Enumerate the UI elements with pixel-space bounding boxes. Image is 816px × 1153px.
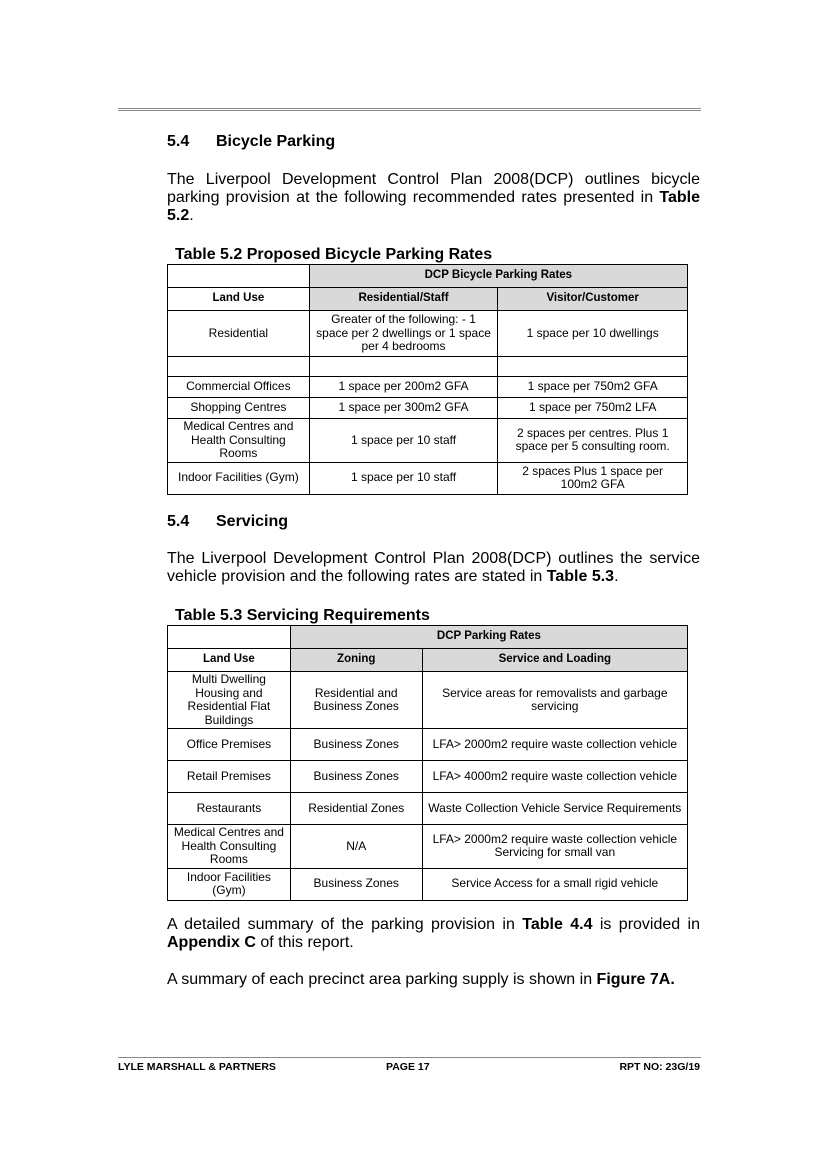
para-text: is provided in	[592, 916, 700, 933]
section-title: Bicycle Parking	[216, 133, 336, 150]
header-rule	[118, 108, 701, 111]
table-row	[168, 462, 688, 494]
para-text: of this report.	[255, 934, 354, 951]
cell-visitor: 1 space per 10 dwellings	[498, 311, 688, 357]
cell-resident: 1 space per 200m2 GFA	[309, 377, 498, 398]
cell-zoning: Business Zones	[290, 729, 422, 761]
cell-land-use: Medical Centres and Health Consulting Rooms	[168, 825, 291, 869]
cell-visitor: 1 space per 750m2 GFA	[498, 377, 688, 398]
table-5-3-caption: Table 5.3 Servicing Requirements	[175, 607, 430, 624]
para-text: .	[614, 568, 619, 585]
cell-resident: 1 space per 10 staff	[309, 462, 498, 494]
cell-visitor: 2 spaces per centres. Plus 1 space per 5 consulting room.	[498, 419, 688, 463]
table-row	[168, 793, 688, 825]
section-number: 5.4	[167, 513, 190, 530]
table-5-2-caption: Table 5.2 Proposed Bicycle Parking Rates	[175, 246, 493, 263]
cell-service: Service Access for a small rigid vehicle	[422, 868, 687, 900]
para-text: A detailed summary of the parking provision in	[167, 916, 523, 933]
table-row	[168, 377, 688, 398]
footer-rule	[118, 1057, 701, 1058]
table-row	[168, 311, 688, 357]
table-row	[168, 357, 688, 377]
cell-land-use: Office Premises	[168, 729, 291, 761]
para-text: A summary of each precinct area parking supply is shown in	[167, 971, 597, 988]
cell-zoning: Residential and Business Zones	[290, 672, 422, 729]
column-header-zoning: Zoning	[290, 649, 422, 672]
appendix-reference: Appendix C	[167, 934, 256, 951]
section-heading-servicing	[167, 513, 288, 531]
summary-paragraph-2	[167, 971, 700, 989]
table-reference: Table 5.3	[546, 568, 615, 585]
table-row	[168, 672, 688, 729]
para-text: .	[189, 207, 194, 224]
cell-land-use: Commercial Offices	[168, 377, 310, 398]
table-row	[168, 868, 688, 900]
bicycle-paragraph	[167, 171, 700, 225]
cell-service: Waste Collection Vehicle Service Requirements	[422, 793, 687, 825]
table-row	[168, 419, 688, 463]
footer-company: LYLE MARSHALL & PARTNERS	[118, 1061, 276, 1073]
cell-zoning: Business Zones	[290, 761, 422, 793]
table-row	[168, 398, 688, 419]
cell-land-use: Medical Centres and Health Consulting Rooms	[168, 419, 310, 463]
cell-land-use: Indoor Facilities (Gym)	[168, 462, 310, 494]
figure-reference: Figure 7A.	[596, 971, 675, 988]
cell-resident: 1 space per 300m2 GFA	[309, 398, 498, 419]
cell-land-use: Retail Premises	[168, 761, 291, 793]
summary-paragraph-1	[167, 916, 700, 952]
cell-service: LFA> 4000m2 require waste collection vehicle	[422, 761, 687, 793]
cell-service: Service areas for removalists and garbage servicing	[422, 672, 687, 729]
table-row	[168, 729, 688, 761]
para-text: The Liverpool Development Control Plan 2008(DCP) outlines the service vehicle provision and the following rates are stated in	[167, 550, 700, 585]
column-header-land-use: Land Use	[168, 288, 310, 311]
table-reference: Table 4.4	[522, 916, 593, 933]
para-text: The Liverpool Development Control Plan 2008(DCP) outlines bicycle parking provision at the following recommended rates presented in	[167, 171, 700, 206]
column-header-land-use: Land Use	[168, 649, 291, 672]
table-reference: Table 5.2	[167, 189, 700, 224]
cell-land-use: Shopping Centres	[168, 398, 310, 419]
section-title: Servicing	[216, 513, 289, 530]
column-header-visitor-customer: Visitor/Customer	[498, 288, 688, 311]
cell-land-use: Residential	[168, 311, 310, 357]
table-row	[168, 825, 688, 869]
group-header: DCP Bicycle Parking Rates	[309, 265, 687, 288]
footer-report-number: RPT NO: 23G/19	[619, 1061, 700, 1073]
cell-visitor	[498, 357, 688, 377]
column-header-service-loading: Service and Loading	[422, 649, 687, 672]
section-number: 5.4	[167, 133, 190, 150]
cell-resident: 1 space per 10 staff	[309, 419, 498, 463]
cell-zoning: Business Zones	[290, 868, 422, 900]
table-row	[168, 761, 688, 793]
cell-land-use: Restaurants	[168, 793, 291, 825]
table-corner-cell	[168, 265, 310, 288]
table-corner-cell	[168, 626, 291, 649]
group-header: DCP Parking Rates	[290, 626, 687, 649]
cell-visitor: 2 spaces Plus 1 space per 100m2 GFA	[498, 462, 688, 494]
cell-service: LFA> 2000m2 require waste collection vehicle Servicing for small van	[422, 825, 687, 869]
column-header-residential-staff: Residential/Staff	[309, 288, 498, 311]
section-heading-bicycle-parking	[167, 133, 335, 151]
cell-resident: Greater of the following: - 1 space per 2 dwellings or 1 space per 4 bedrooms	[309, 311, 498, 357]
cell-service: LFA> 2000m2 require waste collection vehicle	[422, 729, 687, 761]
cell-visitor: 1 space per 750m2 LFA	[498, 398, 688, 419]
cell-zoning: N/A	[290, 825, 422, 869]
footer-page-number: PAGE 17	[386, 1061, 430, 1073]
cell-resident	[309, 357, 498, 377]
cell-land-use: Multi Dwelling Housing and Residential Flat Buildings	[168, 672, 291, 729]
cell-zoning: Residential Zones	[290, 793, 422, 825]
servicing-requirements-table	[167, 625, 688, 901]
servicing-paragraph	[167, 550, 700, 586]
bicycle-parking-table	[167, 264, 688, 495]
cell-land-use: Indoor Facilities (Gym)	[168, 868, 291, 900]
cell-land-use	[168, 357, 310, 377]
